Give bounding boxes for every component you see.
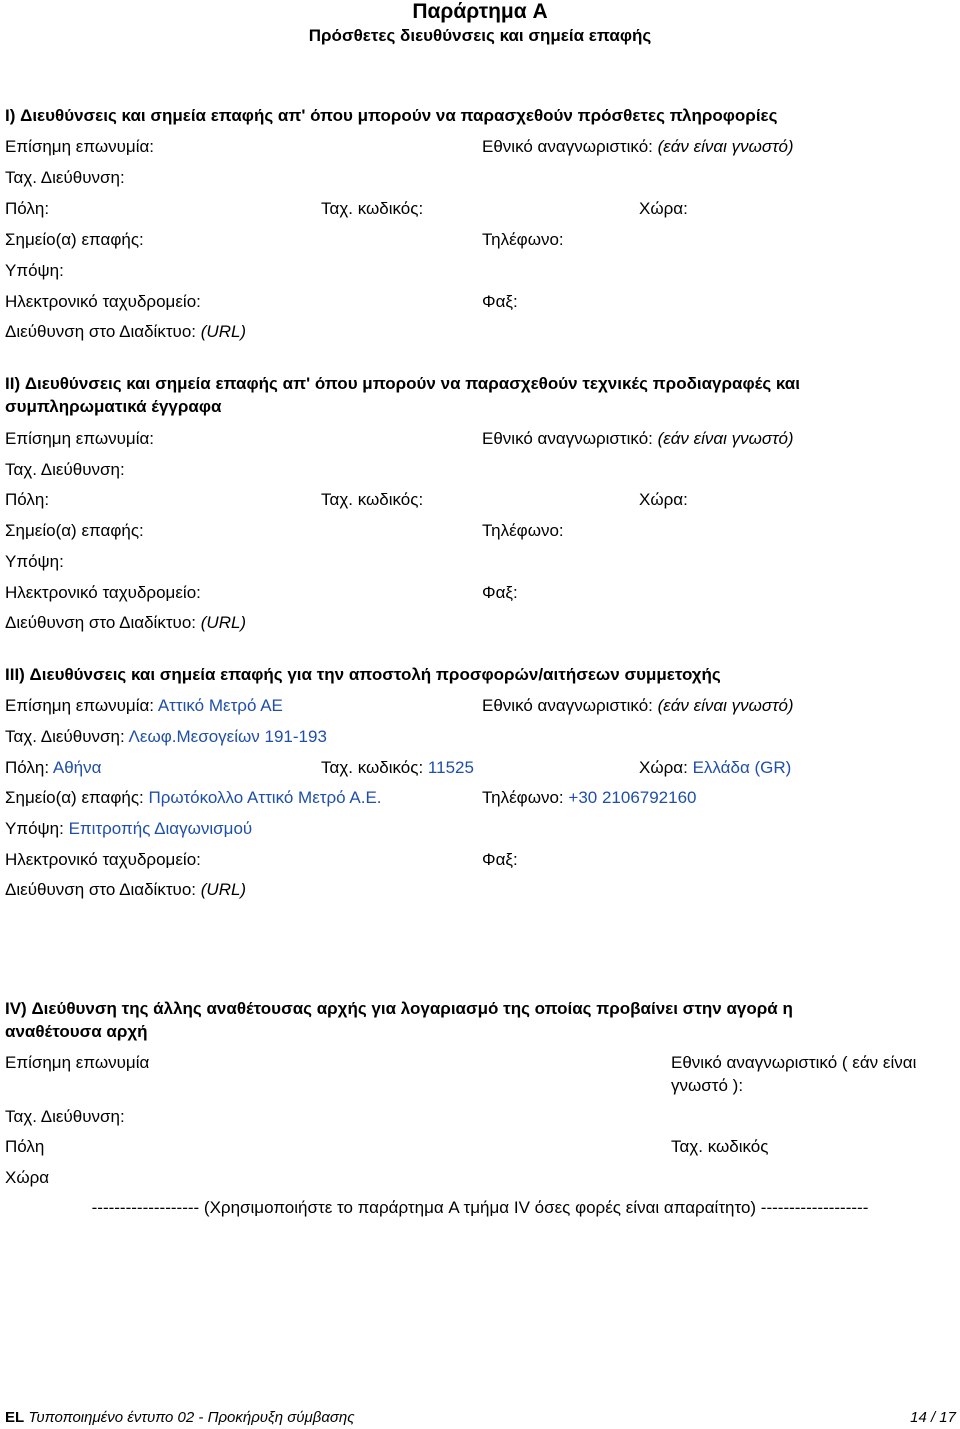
section-4-heading-line1: IV) Διεύθυνση της άλλης αναθέτουσας αρχής για λογαριασμό της οποίας προβαίνει στην αγορά η bbox=[5, 999, 793, 1018]
postal-code-field bbox=[321, 758, 474, 778]
postal-code-label: Ταχ. κωδικός: bbox=[321, 490, 424, 509]
postal-code-label: Ταχ. κωδικός bbox=[671, 1137, 769, 1156]
repeat-note: ------------------- (Χρησιμοποιήστε το παράρτημα A τμήμα IV όσες φορές είναι απαραίτητο) ------------------- bbox=[91, 1198, 869, 1217]
phone-value: +30 2106792160 bbox=[568, 788, 697, 807]
country-label: Χώρα: bbox=[639, 490, 688, 509]
national-id-field bbox=[482, 137, 794, 157]
country-field bbox=[639, 758, 791, 778]
attention-label: Υπόψη: bbox=[5, 261, 64, 280]
country-value: Ελλάδα (GR) bbox=[692, 758, 792, 777]
section-2-heading-line1: II) Διευθύνσεις και σημεία επαφής απ' όπου μπορούν να παρασχεθούν τεχνικές προδιαγραφές και bbox=[5, 374, 800, 393]
postal-address-label: Ταχ. Διεύθυνση: bbox=[5, 727, 125, 746]
internet-address-field bbox=[5, 880, 246, 900]
city-field bbox=[5, 758, 101, 778]
internet-address-label: Διεύθυνση στο Διαδίκτυο: bbox=[5, 322, 197, 341]
national-id-field bbox=[482, 696, 794, 716]
page-number: 14 / 17 bbox=[910, 1409, 956, 1426]
url-note: (URL) bbox=[200, 613, 247, 632]
postal-code-label: Ταχ. κωδικός: bbox=[321, 199, 424, 218]
email-label: Ηλεκτρονικό ταχυδρομείο: bbox=[5, 583, 201, 602]
city-label: Πόλη: bbox=[5, 199, 50, 218]
internet-address-field bbox=[5, 322, 246, 342]
country-label: Χώρα: bbox=[639, 758, 688, 777]
official-name-label: Επίσημη επωνυμία: bbox=[5, 137, 155, 156]
if-known-note: (εάν είναι γνωστό) bbox=[657, 696, 794, 715]
city-label: Πόλη: bbox=[5, 758, 50, 777]
page-subtitle: Πρόσθετες διευθύνσεις και σημεία επαφής bbox=[308, 26, 652, 45]
if-known-note: (εάν είναι γνωστό) bbox=[657, 429, 794, 448]
national-id-field bbox=[482, 429, 794, 449]
national-id-label: Εθνικό αναγνωριστικό: bbox=[482, 137, 653, 156]
phone-label: Τηλέφωνο: bbox=[482, 521, 564, 540]
postal-address-label: Ταχ. Διεύθυνση: bbox=[5, 1107, 125, 1126]
national-id-label: Εθνικό αναγνωριστικό: bbox=[482, 696, 653, 715]
official-name-field bbox=[5, 696, 283, 716]
country-label: Χώρα bbox=[5, 1168, 50, 1187]
national-id-label: Εθνικό αναγνωριστικό: bbox=[482, 429, 653, 448]
fax-label: Φαξ: bbox=[482, 850, 518, 869]
national-id-label-line2: γνωστό ): bbox=[671, 1076, 744, 1095]
contact-points-label: Σημείο(α) επαφής: bbox=[5, 230, 144, 249]
fax-label: Φαξ: bbox=[482, 583, 518, 602]
contact-points-label: Σημείο(α) επαφής: bbox=[5, 788, 144, 807]
country-label: Χώρα: bbox=[639, 199, 688, 218]
postal-address-field bbox=[5, 727, 327, 747]
postal-address-value: Λεωφ.Μεσογείων 191-193 bbox=[128, 727, 327, 746]
phone-label: Τηλέφωνο: bbox=[482, 788, 564, 807]
internet-address-label: Διεύθυνση στο Διαδίκτυο: bbox=[5, 880, 197, 899]
postal-address-label: Ταχ. Διεύθυνση: bbox=[5, 168, 125, 187]
city-label: Πόλη bbox=[5, 1137, 45, 1156]
footer-left bbox=[5, 1408, 355, 1428]
if-known-note: (εάν είναι γνωστό) bbox=[657, 137, 794, 156]
phone-label: Τηλέφωνο: bbox=[482, 230, 564, 249]
official-name-label: Επίσημη επωνυμία: bbox=[5, 696, 155, 715]
phone-field bbox=[482, 788, 697, 808]
footer-form-name: Τυποποιημένο έντυπο 02 - Προκήρυξη σύμβασης bbox=[28, 1409, 355, 1426]
postal-code-label: Ταχ. κωδικός: bbox=[321, 758, 424, 777]
footer-language: EL bbox=[5, 1409, 25, 1426]
official-name-label: Επίσημη επωνυμία bbox=[5, 1053, 150, 1072]
url-note: (URL) bbox=[200, 322, 247, 341]
city-value: Αθήνα bbox=[52, 758, 102, 777]
city-label: Πόλη: bbox=[5, 490, 50, 509]
section-2-heading-line2: συμπληρωματικά έγγραφα bbox=[5, 397, 222, 416]
postal-address-label: Ταχ. Διεύθυνση: bbox=[5, 460, 125, 479]
section-3-heading: III) Διευθύνσεις και σημεία επαφής για την αποστολή προσφορών/αιτήσεων συμμετοχής bbox=[5, 665, 721, 684]
official-name-label: Επίσημη επωνυμία: bbox=[5, 429, 155, 448]
postal-code-value: 11525 bbox=[427, 758, 474, 777]
official-name-value: Αττικό Μετρό ΑΕ bbox=[157, 696, 283, 715]
attention-label: Υπόψη: bbox=[5, 552, 64, 571]
url-note: (URL) bbox=[200, 880, 247, 899]
contact-points-field bbox=[5, 788, 382, 808]
fax-label: Φαξ: bbox=[482, 292, 518, 311]
page-title: Παράρτημα A bbox=[412, 0, 548, 23]
internet-address-field bbox=[5, 613, 246, 633]
attention-label: Υπόψη: bbox=[5, 819, 64, 838]
section-1-heading: I) Διευθύνσεις και σημεία επαφής απ' όπου μπορούν να παρασχεθούν πρόσθετες πληροφορίες bbox=[5, 106, 778, 125]
internet-address-label: Διεύθυνση στο Διαδίκτυο: bbox=[5, 613, 197, 632]
attention-value: Επιτροπής Διαγωνισμού bbox=[68, 819, 253, 838]
national-id-label-line1: Εθνικό αναγνωριστικό ( εάν είναι bbox=[671, 1053, 917, 1072]
contact-points-label: Σημείο(α) επαφής: bbox=[5, 521, 144, 540]
section-4-heading-line2: αναθέτουσα αρχή bbox=[5, 1022, 148, 1041]
contact-points-value: Πρωτόκολλο Αττικό Μετρό Α.Ε. bbox=[148, 788, 382, 807]
email-label: Ηλεκτρονικό ταχυδρομείο: bbox=[5, 850, 201, 869]
email-label: Ηλεκτρονικό ταχυδρομείο: bbox=[5, 292, 201, 311]
attention-field bbox=[5, 819, 252, 839]
